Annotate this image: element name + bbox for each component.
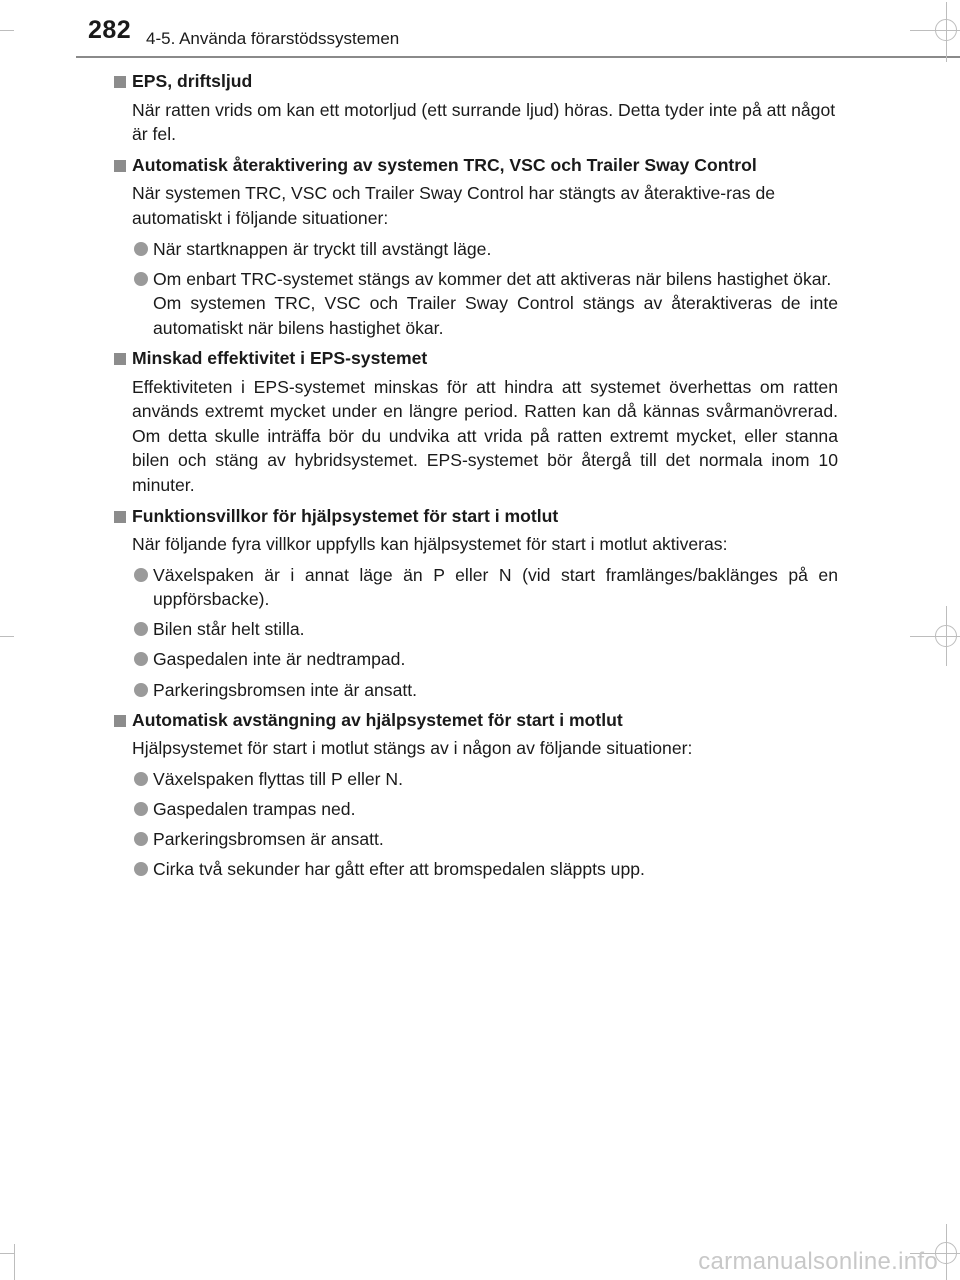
- page-number: 282: [88, 16, 132, 44]
- circle-bullet-icon: [134, 862, 148, 876]
- circle-bullet-icon: [134, 683, 148, 697]
- circle-bullet-icon: [134, 242, 148, 256]
- section-heading: Minskad effektivitet i EPS-systemet: [114, 346, 838, 371]
- square-bullet-icon: [114, 511, 126, 523]
- section-hill-start-auto-off: [114, 708, 838, 882]
- section-heading: Automatisk avstängning av hjälpsystemet för start i motlut: [114, 708, 838, 733]
- section-paragraph: När systemen TRC, VSC och Trailer Sway Control har stängts av återaktive-ras de automatiskt i följande situationer:: [132, 183, 776, 228]
- list-item: Växelspaken är i annat läge än P eller N (vid start framlänges/baklänges på en uppförsbacke).: [114, 563, 838, 612]
- section-heading: EPS, driftsljud: [114, 69, 838, 94]
- crop-mark: [0, 636, 14, 637]
- square-bullet-icon: [114, 715, 126, 727]
- list-item: Cirka två sekunder har gått efter att bromspedalen släppts upp.: [114, 857, 838, 882]
- square-bullet-icon: [114, 160, 126, 172]
- crop-mark: [14, 1244, 15, 1280]
- watermark: carmanualsonline.info: [698, 1248, 938, 1275]
- section-paragraph: Hjälpsystemet för start i motlut stängs av i någon av följande situationer:: [132, 738, 693, 759]
- list-item: Växelspaken flyttas till P eller N.: [114, 767, 838, 792]
- header-divider: [76, 56, 960, 58]
- section-heading: Automatisk återaktivering av systemen TRC, VSC och Trailer Sway Control: [114, 153, 838, 178]
- page-content: [114, 69, 838, 887]
- section-automatic-reactivation: [114, 153, 838, 341]
- square-bullet-icon: [114, 76, 126, 88]
- list-item: Gaspedalen inte är nedtrampad.: [114, 647, 838, 672]
- list-item: Om enbart TRC-systemet stängs av kommer det att aktiveras när bilens hastighet ökar. Om systemen TRC, VSC och Trailer Sway Control stängs av återaktiveras de inte automatiskt när bilens hastighet ökar.: [114, 267, 838, 341]
- section-hill-start-conditions: [114, 504, 838, 703]
- list-item: Parkeringsbromsen är ansatt.: [114, 827, 838, 852]
- list-item: När startknappen är tryckt till avstängt läge.: [114, 237, 838, 262]
- list-item: Parkeringsbromsen inte är ansatt.: [114, 678, 838, 703]
- registration-circle: [935, 1242, 957, 1264]
- circle-bullet-icon: [134, 568, 148, 582]
- circle-bullet-icon: [134, 772, 148, 786]
- circle-bullet-icon: [134, 622, 148, 636]
- circle-bullet-icon: [134, 832, 148, 846]
- circle-bullet-icon: [134, 652, 148, 666]
- crop-mark: [0, 1253, 14, 1254]
- registration-circle: [935, 19, 957, 41]
- section-paragraph: Effektiviteten i EPS-systemet minskas för att hindra att systemet överhettas om ratten används extremt mycket under en längre period. Ratten kan då kännas svårmanövrerad. Om detta skulle inträffa bör du undvika att vrida på ratten extremt mycket, eller stanna bilen och stäng av hybridsystemet. EPS-systemet bör återgå till det normala inom 10 minuter.: [132, 376, 838, 495]
- crop-mark: [0, 30, 14, 31]
- registration-circle: [935, 625, 957, 647]
- section-paragraph: När följande fyra villkor uppfylls kan hjälpsystemet för start i motlut aktiveras:: [132, 534, 728, 555]
- section-heading: Funktionsvillkor för hjälpsystemet för start i motlut: [114, 504, 838, 529]
- list-item: Bilen står helt stilla.: [114, 617, 838, 642]
- section-eps-driftsljud: [114, 69, 838, 147]
- circle-bullet-icon: [134, 802, 148, 816]
- chapter-title: 4-5. Använda förarstödssystemen: [146, 29, 400, 48]
- square-bullet-icon: [114, 353, 126, 365]
- circle-bullet-icon: [134, 272, 148, 286]
- section-reduced-eps-efficiency: [114, 346, 838, 498]
- list-item: Gaspedalen trampas ned.: [114, 797, 838, 822]
- section-paragraph: När ratten vrids om kan ett motorljud (ett surrande ljud) höras. Detta tyder inte på att något är fel.: [132, 99, 836, 145]
